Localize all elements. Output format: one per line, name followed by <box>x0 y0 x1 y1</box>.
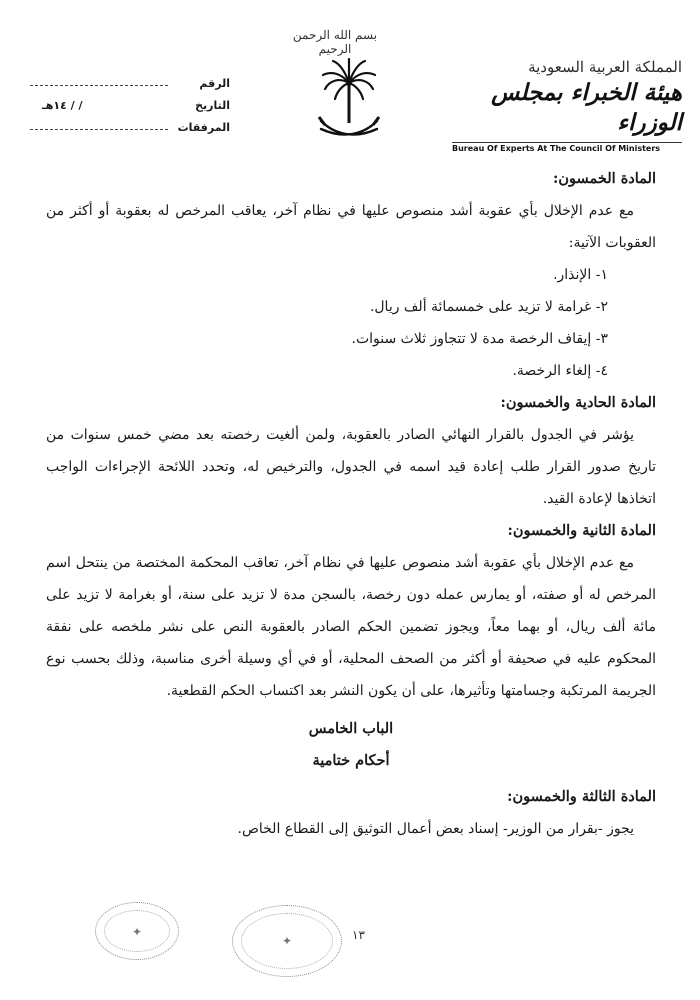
organization-name-english: Bureau Of Experts At The Council Of Ministers <box>452 142 682 153</box>
article-paragraph: يجوز -بقرار من الوزير- إسناد بعض أعمال التوثيق إلى القطاع الخاص. <box>237 821 634 837</box>
article-paragraph: مع عدم الإخلال بأي عقوبة أشد منصوص عليها في نظام آخر، تعاقب المحكمة المختصة من ينتحل اسم المرخص له أو صفته، أو يمارس عمله دون رخصة، بالسجن مدة لا تزيد على سنة، أو بغرامة لا تزيد على مائة ألف ريال، أو بهما معاً، ويجوز تضمين الحكم الصادر بالعقوبة النص على نشر ملخصه على نفقة المحكوم عليه في صحيفة أو أكثر من الصحف المحلية، أو في أي وسيلة أخرى مناسبة، وذلك بحسب نوع الجريمة المرتكبة وجسامتها وتأثيرها، على أن يكون النشر بعد اكتساب الحكم القطعية. <box>46 555 656 699</box>
organization-name-arabic: هيئة الخبراء بمجلس الوزراء <box>491 79 682 136</box>
article-list-item: ٤- إلغاء الرخصة. <box>512 363 608 379</box>
article-list-item: ٣- إيقاف الرخصة مدة لا تتجاوز ثلاث سنوات. <box>351 331 608 347</box>
reference-attachments-row <box>30 112 230 134</box>
seal-emblem-icon: ✦ <box>131 925 143 940</box>
article-paragraph: مع عدم الإخلال بأي عقوبة أشد منصوص عليها في نظام آخر، يعاقب المرخص له بعقوبة أو أكثر من العقوبات الآتية: <box>46 203 656 251</box>
article-title: المادة الخمسون: <box>553 170 656 187</box>
reference-block <box>30 68 230 134</box>
chapter-subtitle: أحكام ختامية <box>312 752 390 769</box>
article-paragraph: يؤشر في الجدول بالقرار النهائي الصادر بالعقوبة، ولمن ألغيت رخصته بعد مضي خمس سنوات من تاريخ صدور القرار طلب إعادة قيد اسمه في الجدول، والترخيص له، وتحدد اللائحة الإجراءات الواجب اتخاذها لإعادة القيد. <box>46 427 656 507</box>
seal-emblem-icon: ✦ <box>281 934 293 948</box>
attachments-label: المرفقات <box>177 121 230 134</box>
article-title: المادة الثالثة والخمسون: <box>507 788 656 805</box>
date-value: / / ١٤هـ <box>42 99 83 112</box>
country-name: المملكة العربية السعودية <box>528 58 682 76</box>
page-number: ١٣ <box>352 928 365 942</box>
reference-number-row <box>30 68 230 90</box>
document-body <box>46 163 656 845</box>
organization-header <box>452 58 682 153</box>
date-label: التاريخ <box>195 99 230 112</box>
chapter-title: الباب الخامس <box>308 720 394 737</box>
article-list-item: ١- الإنذار. <box>553 267 608 283</box>
saudi-emblem-icon <box>315 55 383 150</box>
official-seal-stamp <box>232 905 342 977</box>
number-line <box>30 73 168 86</box>
basmala: بسم الله الرحمن الرحيم <box>292 28 378 56</box>
article-title: المادة الحادية والخمسون: <box>500 394 656 411</box>
article-list-item: ٢- غرامة لا تزيد على خمسمائة ألف ريال. <box>369 299 608 315</box>
reference-date-row <box>30 90 230 112</box>
number-label: الرقم <box>199 77 230 90</box>
official-seal-stamp <box>95 902 179 960</box>
attachments-line <box>30 117 168 130</box>
article-title: المادة الثانية والخمسون: <box>507 522 656 539</box>
